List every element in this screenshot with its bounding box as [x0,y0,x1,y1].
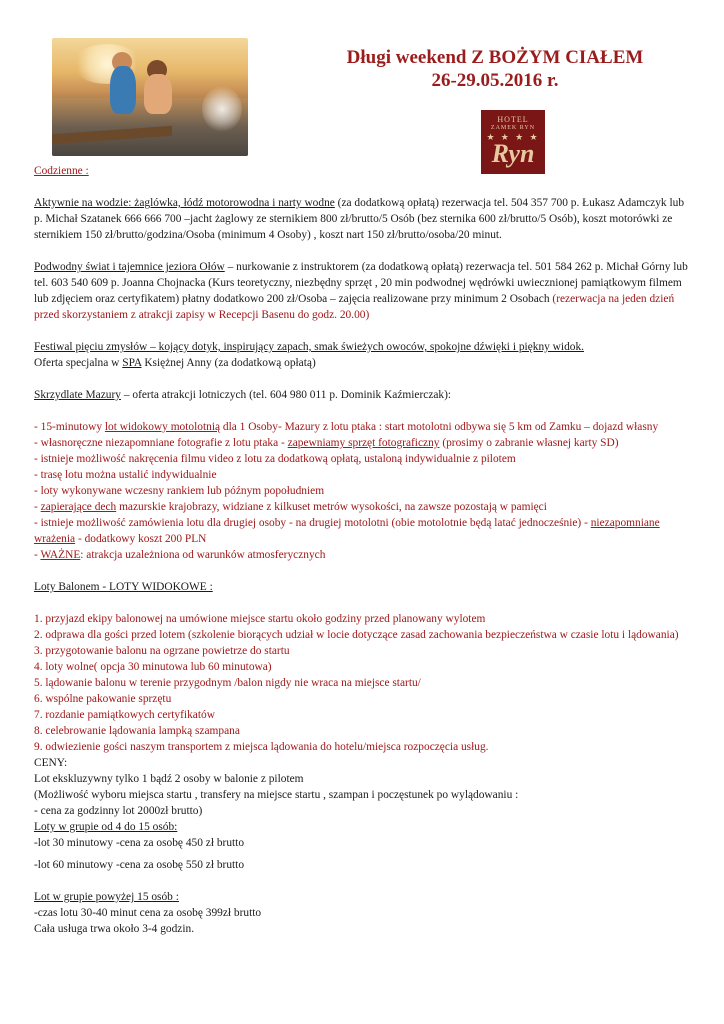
balloon-heading-text: Loty Balonem - [34,581,109,593]
list-item-highlight: WAŻNE [40,549,81,561]
list-item: 1. przyjazd ekipy balonowej na umówione miejsce startu około godziny przed planowany wylotem [34,613,486,625]
logo-text-hotel: HOTEL [497,115,529,124]
list-item: 7. rozdanie pamiątkowych certyfikatów [34,709,215,721]
list-item-text: - własnoręczne niezapomniane fotografie z lotu ptaka - [34,437,288,449]
list-item [34,451,690,467]
flights-list [34,419,690,563]
list-item [34,515,690,547]
festival-offer-text: Oferta specjalna w [34,357,123,369]
list-item: 9. odwiezienie gości naszym transportem z miejsca lądowania do hotelu/miejsca rozpoczęcia usług. [34,741,489,753]
list-item-text: : atrakcja uzależniona od warunków atmosferycznych [80,549,326,561]
list-item: 3. przygotowanie balonu na ogrzane powietrze do startu [34,645,290,657]
exclusive-flight-price: - cena za godzinny lot 2000zł brutto) [34,805,203,817]
diving-note: (rezerwacja na jeden dzień przed skorzystaniem z atrakcji zapisy w Recepcji Basenu do godz. 20.00) [34,293,675,321]
list-item-text: - 15-minutowy [34,421,105,433]
list-item: 8. celebrowanie lądowania lampką szampana [34,725,240,737]
list-item-highlight: lot widokowy motolotnią [104,421,221,433]
title-line-2: 26-29.05.2016 r. [431,70,559,91]
spa-link: SPA [122,357,142,369]
list-item-text: - [34,549,41,561]
balloon-heading [34,579,690,595]
list-item [34,483,690,499]
list-item [34,547,690,563]
festival-offer-text-2: Księżnej Anny (za dodatkową opłatą) [141,357,316,369]
list-item-text: (prosimy o zabranie własnej karty SD) [439,437,619,449]
prices-label: CENY: [34,757,68,769]
group-small-price-60: -lot 60 minutowy -cena za osobę 550 zł brutto [34,859,245,871]
list-item: 4. loty wolne( opcja 30 minutowa lub 60 minutowa) [34,661,272,673]
logo-text-name: ZAMEK RYN [490,125,536,131]
list-item-text: - dodatkowy koszt 200 PLN [75,533,207,545]
flights-lead: Skrzydlate Mazury [34,389,121,401]
logo-monogram: Ryn [491,139,535,168]
service-duration: Cała usługa trwa około 3-4 godzin. [34,923,195,935]
list-item-text: - [34,501,41,513]
festival-offer [34,355,690,371]
water-activities-text: (za dodatkową opłatą) rezerwacja tel. 504 357 700 p. Łukasz Adamczyk lub p. Michał Szatanek 666 666 700 –jacht żaglowy ze sternikiem 800 zł/brutto/5 Osób (bez sternika 600 zł/brutto/5 Osób), koszt motorówki ze sternikiem 150 zł/brutto/godzina/Osoba (minimum 4 Osoby) , koszt nart 150 zł/brutto/osoba/20 minut. [34,197,685,241]
balloon-steps [34,611,690,755]
list-item-highlight: niezapomniane wrażenia [34,517,660,545]
water-activities-lead: Aktywnie na wodzie: żaglówka, łódź motorowodna i narty wodne [34,197,335,209]
list-item-text: - loty wykonywane wczesny rankiem lub późnym popołudniem [34,485,325,497]
water-activities-paragraph [34,195,690,243]
list-item [34,467,690,483]
diving-lead: Podwodny świat i tajemnice jeziora Ołów [34,261,225,273]
list-item-text: - istnieje możliwość zamówienia lotu dla drugiej osoby - na drugiej motolotni (obie motolotnie będą latać jednocześnie) - [34,517,591,529]
page-title [300,46,690,92]
flights-text: – oferta atrakcji lotniczych (tel. 604 980 011 p. Dominik Kaźmierczak): [120,389,452,401]
group-large-price: -czas lotu 30-40 minut cena za osobę 399zł brutto [34,907,262,919]
diving-text: – nurkowanie z instruktorem (za dodatkową opłatą) rezerwacja tel. 501 584 262 p. Michał Górny lub tel. 603 540 609 p. Joanna Chojnacka (Kurs teoretyczny, niezbędny sprzęt , 20 min podwodnej wędrówki uwiecznionej pamiątkowym filmem lub zdjęciem oraz certyfikatem) płatny dodatkowo 200 zł/Osoba – zajęcia realizowane przy minimum 2 Osobach [34,261,688,305]
list-item [34,499,690,515]
list-item: 2. odprawa dla gości przed lotem (szkolenie biorących udział w locie dotyczące zasad zachowania bezpieczeństwa w czasie lotu i lądowania) [34,629,679,641]
exclusive-flight-note: (Możliwość wyboru miejsca startu , transfery na miejsce startu , szampan i poczęstunek po wylądowaniu : [34,789,519,801]
list-item-text: dla 1 Osoby- Mazury z lotu ptaka : start motolotni odbywa się 5 km od Zamku – dojazd własny [220,421,659,433]
logo-stars: ★ ★ ★ ★ [486,132,540,142]
list-item [34,435,690,451]
group-large-label: Lot w grupie powyżej 15 osób : [34,891,179,903]
daily-heading: Codzienne : [34,165,89,177]
list-item-text: mazurskie krajobrazy, widziane z kilkuset metrów wysokości, na zawsze pozostają w pamięci [116,501,547,513]
group-small-price-30: -lot 30 minutowy -cena za osobę 450 zł brutto [34,837,245,849]
family-on-pier-photo [52,38,248,156]
list-item-highlight: zapierające dech [40,501,117,513]
list-item: 5. lądowanie balonu w terenie przygodnym /balon nigdy nie wraca na miejsce startu/ [34,677,421,689]
flights-intro [34,387,690,403]
exclusive-flight: Lot ekskluzywny tylko 1 bądź 2 osoby w balonie z pilotem [34,773,304,785]
diving-paragraph [34,259,690,323]
balloon-heading-sub: LOTY WIDOKOWE : [108,581,213,593]
list-item-text: - istnieje możliwość nakręcenia filmu video z lotu za dodatkową opłatą, ustaloną indywidualnie z pilotem [34,453,516,465]
offer-content [34,163,690,937]
festival-lead: Festiwal pięciu zmysłów – kojący dotyk, inspirujący zapach, smak świeżych owoców, spokojne dźwięki i piękny widok. [34,341,585,353]
list-item: 6. wspólne pakowanie sprzętu [34,693,172,705]
list-item-highlight: zapewniamy sprzęt fotograficzny [287,437,440,449]
title-line-1: Długi weekend Z BOŻYM CIAŁEM [346,47,644,68]
list-item [34,419,690,435]
group-small-label: Loty w grupie od 4 do 15 osób: [34,821,178,833]
list-item-text: - trasę lotu można ustalić indywidualnie [34,469,217,481]
